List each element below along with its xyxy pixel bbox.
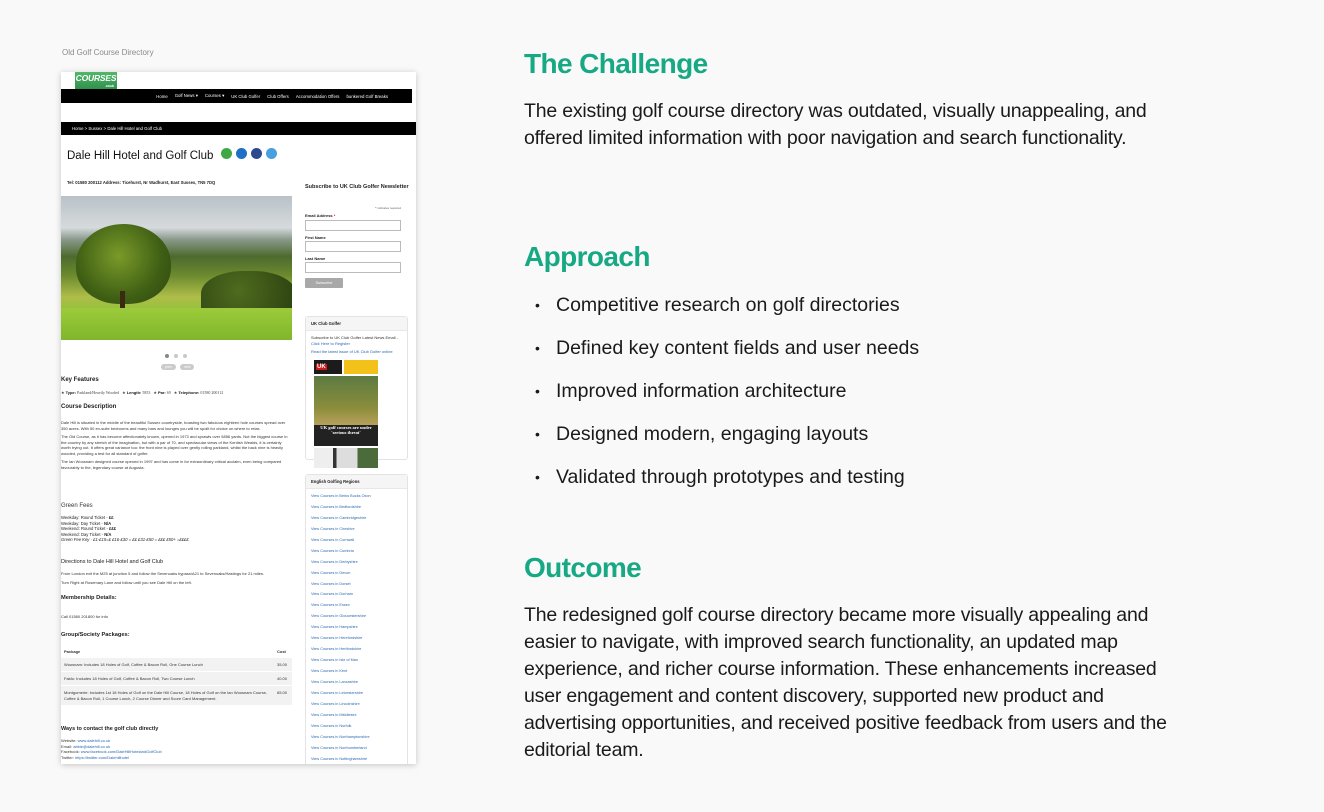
region-link[interactable]: View Courses in Gloucestershire bbox=[311, 614, 367, 619]
region-link[interactable]: View Courses in Cheshire bbox=[311, 526, 355, 531]
region-link[interactable]: View Courses in Nottinghamshire bbox=[311, 756, 368, 761]
outcome-heading: Outcome bbox=[524, 552, 642, 583]
old-directory-screenshot bbox=[61, 72, 416, 764]
key-features-heading: Key Features bbox=[61, 377, 99, 383]
region-link[interactable]: View Courses in Lancashire bbox=[311, 679, 358, 684]
region-link[interactable]: View Courses in Northamptonshire bbox=[311, 734, 370, 739]
course-description-heading: Course Description bbox=[61, 404, 117, 410]
course-description: Dale Hill is situated in the middle of the beautiful Sussex countryside, boasting two fabulous eighteen hole courses spread over 350 acres. With 50 en-suite bedrooms and many bars and lounges you will be spoilt for choice on where to relax. The Old Course, as it has become affectionately known, opened in 1973 and sprawls over 5856 yards. Not the biggest course in the country by any stretch of the imagination, but with a par of 70, and spectacular views of the Kentish Wealds, it is certainly worth trying out. It offers great variance too: the front nine is played over gently rolling parkland, whilst the back nine is heavily wooded, providing a test for all standard of golfer. The Ian Woosnam designed course opened in 1997 and has come in for extraordinary critical acclaim, even being compared favourably to the, legendary course at Augusta. bbox=[61, 420, 288, 470]
membership-text: Call 01580 201800 for info bbox=[61, 614, 108, 619]
nav-home[interactable]: Home bbox=[156, 93, 168, 99]
approach-heading: Approach bbox=[524, 241, 650, 272]
region-link[interactable]: View Courses in Essex bbox=[311, 603, 350, 608]
prev-button[interactable]: prev bbox=[161, 364, 176, 370]
nav-uk-club-golfer[interactable]: UK Club Golfer bbox=[231, 93, 261, 99]
bullet-icon: • bbox=[535, 383, 540, 399]
region-link[interactable]: View Courses in Herefordshire bbox=[311, 636, 363, 641]
region-link[interactable]: View Courses in Northumberland bbox=[311, 745, 367, 750]
list-item: • Competitive research on golf directories bbox=[524, 290, 919, 333]
region-link[interactable]: View Courses in Kent bbox=[311, 669, 348, 673]
last-name-field[interactable] bbox=[305, 262, 401, 273]
list-item: • Improved information architecture bbox=[524, 376, 919, 419]
table-row: Woosnam: Includes 18 Holes of Golf, Coffee & Bacon Roll, One Course Lunch 35.00 bbox=[61, 658, 292, 672]
carousel-pager bbox=[161, 364, 194, 370]
region-link[interactable]: View Courses in Hertfordshire bbox=[311, 647, 362, 652]
region-link[interactable]: View Courses in Durham bbox=[311, 592, 353, 597]
region-link[interactable]: View Courses in Leicestershire bbox=[311, 690, 364, 695]
membership-heading: Membership Details: bbox=[61, 595, 117, 601]
approach-list bbox=[524, 290, 919, 505]
packages-table: Package Cost Woosnam: Includes 18 Holes of Golf, Coffee & Bacon Roll, One Course Lunch 35.00 Faldo: Includes 18 Holes of Golf, Coffee & Bacon Roll, Two Course Lunch 40.00 Montgomerie: Includes 1st 18 Holes of Golf on the Dale Hill Course, 18 Holes of Golf on the Ian Woosnam Course, Coffee & Bacon Roll, 1 Course Lunch, 2 Course Dinner and Score Card Management. 65.00 bbox=[61, 646, 292, 705]
table-row: Montgomerie: Includes 1st 18 Holes of Golf on the Dale Hill Course, 18 Holes of Golf on the Ian Woosnam Course, Coffee & Bacon Roll, 1 Course Lunch, 2 Course Dinner and Score Card Management. 65.00 bbox=[61, 686, 292, 705]
list-item: • Defined key content fields and user needs bbox=[524, 333, 919, 376]
table-row: Faldo: Includes 18 Holes of Golf, Coffee & Bacon Roll, Two Course Lunch 40.00 bbox=[61, 672, 292, 686]
challenge-body: The existing golf course directory was outdated, visually unappealing, and offered limited information with poor navigation and search functionality. bbox=[524, 100, 1147, 149]
star-icon: ★ bbox=[153, 390, 158, 395]
share-green-icon[interactable] bbox=[221, 148, 232, 159]
region-link[interactable]: View Courses in Dorset bbox=[311, 581, 351, 586]
facebook-link[interactable]: www.facebook.com/DaleHillHotelandGolfClub bbox=[80, 749, 162, 755]
nav-golf-news[interactable]: Golf News ▾ bbox=[174, 93, 198, 98]
region-link[interactable]: View Courses in Berks Bucks Oxon bbox=[311, 494, 371, 498]
packages-heading: Group/Society Packages: bbox=[61, 632, 130, 638]
email-label: Email Address * bbox=[305, 213, 336, 218]
green-fees-heading: Green Fees bbox=[61, 503, 93, 509]
course-contact-line: Tel: 01580 200112 Address: Ticehurst, Nr Wadhurst, East Sussex, TN5 7DQ bbox=[67, 180, 216, 185]
region-link[interactable]: View Courses in Cornwall bbox=[311, 537, 355, 542]
region-link[interactable]: View Courses in Derbyshire bbox=[311, 559, 358, 564]
register-link[interactable]: Click Here to Register bbox=[311, 340, 350, 346]
list-item: • Designed modern, engaging layouts bbox=[524, 419, 919, 462]
breadcrumb[interactable]: Home > Sussex > Dale Hill Hotel and Golf Club bbox=[61, 122, 416, 135]
twitter-icon[interactable] bbox=[266, 148, 277, 159]
share-icons bbox=[221, 148, 277, 159]
screenshot-caption: Old Golf Course Directory bbox=[62, 48, 154, 57]
email-icon[interactable] bbox=[236, 148, 247, 159]
nav-accommodation-offers[interactable]: Accommodation Offers bbox=[295, 93, 340, 99]
first-name-field[interactable] bbox=[305, 241, 401, 252]
website-link[interactable]: www.dalehill.co.uk bbox=[77, 738, 111, 743]
region-link[interactable]: View Courses in Norfolk bbox=[311, 723, 352, 728]
regions-heading: English Golfing Regions bbox=[306, 475, 407, 489]
green-fees: Weekday: Round Ticket - ££ Weekday: Day Ticket - N/A Weekend: Round Ticket - £££ Weekend: Day Ticket - N/A Green Fee Key - £1-£15=£ £16-£30 = ££ £31-£50 = £££ £50+ =££££ bbox=[61, 515, 189, 543]
contact-list: Website: www.dalehill.co.uk Email: abbie@dalehill.co.uk Facebook: www.facebook.com/DaleHillHotelandGolfClub Twitter: https://twitter.com/Dalehillhotel bbox=[61, 738, 162, 760]
card-heading: UK Club Golfer bbox=[306, 317, 407, 331]
last-name-label: Last Name bbox=[305, 256, 326, 261]
magazine-cover[interactable]: UK UK golf courses are under 'serious threat' bbox=[314, 360, 378, 470]
required-note: * indicates required bbox=[375, 206, 401, 210]
region-link[interactable]: View Courses in Cambridgeshire bbox=[311, 515, 367, 520]
nav-club-offers[interactable]: Club Offers bbox=[267, 93, 289, 99]
newsletter-title: Subscribe to UK Club Golfer Newsletter bbox=[305, 184, 409, 190]
nav-bunkered-golf-breaks[interactable]: bunkered Golf Breaks bbox=[346, 93, 388, 99]
course-hero-image bbox=[61, 196, 292, 340]
next-button[interactable]: next bbox=[180, 364, 195, 370]
top-nav bbox=[61, 89, 412, 103]
star-icon: ★ bbox=[122, 390, 127, 395]
twitter-link[interactable]: https://twitter.com/Dalehillhotel bbox=[75, 754, 130, 760]
contact-heading: Ways to contact the golf club directly bbox=[61, 726, 159, 732]
key-features-list: ★ Type: Parkland/Heavily Wooded ★ Length: 5853 ★ Par: 69 ★ Telephone: 01580 200112 bbox=[61, 390, 224, 395]
directions-heading: Directions to Dale Hill Hotel and Golf Club bbox=[61, 559, 164, 565]
facebook-icon[interactable] bbox=[251, 148, 262, 159]
directions: From London exit the M25 at junction 5 and follow the Sevenoaks bypass/A21 to Sevenoaks/Hastings for 21 miles. Turn Right at Rosemary Lane and follow until you see Dale Hill on the left. bbox=[61, 571, 265, 585]
email-field[interactable] bbox=[305, 220, 401, 231]
carousel-dots[interactable] bbox=[165, 354, 187, 358]
region-link[interactable]: View Courses in Bedfordshire bbox=[311, 504, 361, 509]
region-link[interactable]: View Courses in Lincolnshire bbox=[311, 701, 360, 706]
region-link[interactable]: View Courses in Cumbria bbox=[311, 548, 354, 553]
subscribe-button[interactable]: Subscribe bbox=[305, 278, 343, 288]
uk-club-golfer-card: UK Club Golfer Subscribe to UK Club Golfer Latest News Email - Click Here to Register Read the latest issue of UK Club Golfer online UK UK golf courses are under 'serious threat' bbox=[305, 316, 408, 460]
site-logo[interactable]: COURSES .co.uk bbox=[75, 72, 117, 91]
first-name-label: First Name bbox=[305, 235, 326, 240]
region-link[interactable]: View Courses in Isle of Man bbox=[311, 658, 358, 663]
nav-courses[interactable]: Courses ▾ bbox=[204, 93, 225, 98]
challenge-heading: The Challenge bbox=[524, 48, 708, 79]
course-title: Dale Hill Hotel and Golf Club bbox=[67, 150, 214, 162]
bullet-icon: • bbox=[535, 297, 540, 313]
regions-card bbox=[305, 474, 408, 764]
region-link[interactable]: View Courses in Devon bbox=[311, 570, 351, 575]
list-item: • Validated through prototypes and testing bbox=[524, 462, 919, 505]
bullet-icon: • bbox=[535, 426, 540, 442]
region-link[interactable]: View Courses in Middlesex bbox=[311, 712, 357, 717]
bullet-icon: • bbox=[535, 340, 540, 356]
star-icon: ★ bbox=[61, 390, 66, 395]
outcome-body: The redesigned golf course directory became more visually appealing and easier to navigate, with improved search functionality, an updated map experience, and richer course information. These enhancements increased user engagement and content discovery, supported new product and advertising opportunities, and received positive feedback from users and the editorial team. bbox=[524, 604, 1167, 761]
star-icon: ★ bbox=[173, 390, 179, 395]
email-link[interactable]: abbie@dalehill.co.uk bbox=[73, 743, 111, 749]
read-issue-link[interactable]: Read the latest issue of UK Club Golfer online bbox=[311, 349, 393, 354]
region-link[interactable]: View Courses in Hampshire bbox=[311, 625, 358, 630]
bullet-icon: • bbox=[535, 469, 540, 485]
